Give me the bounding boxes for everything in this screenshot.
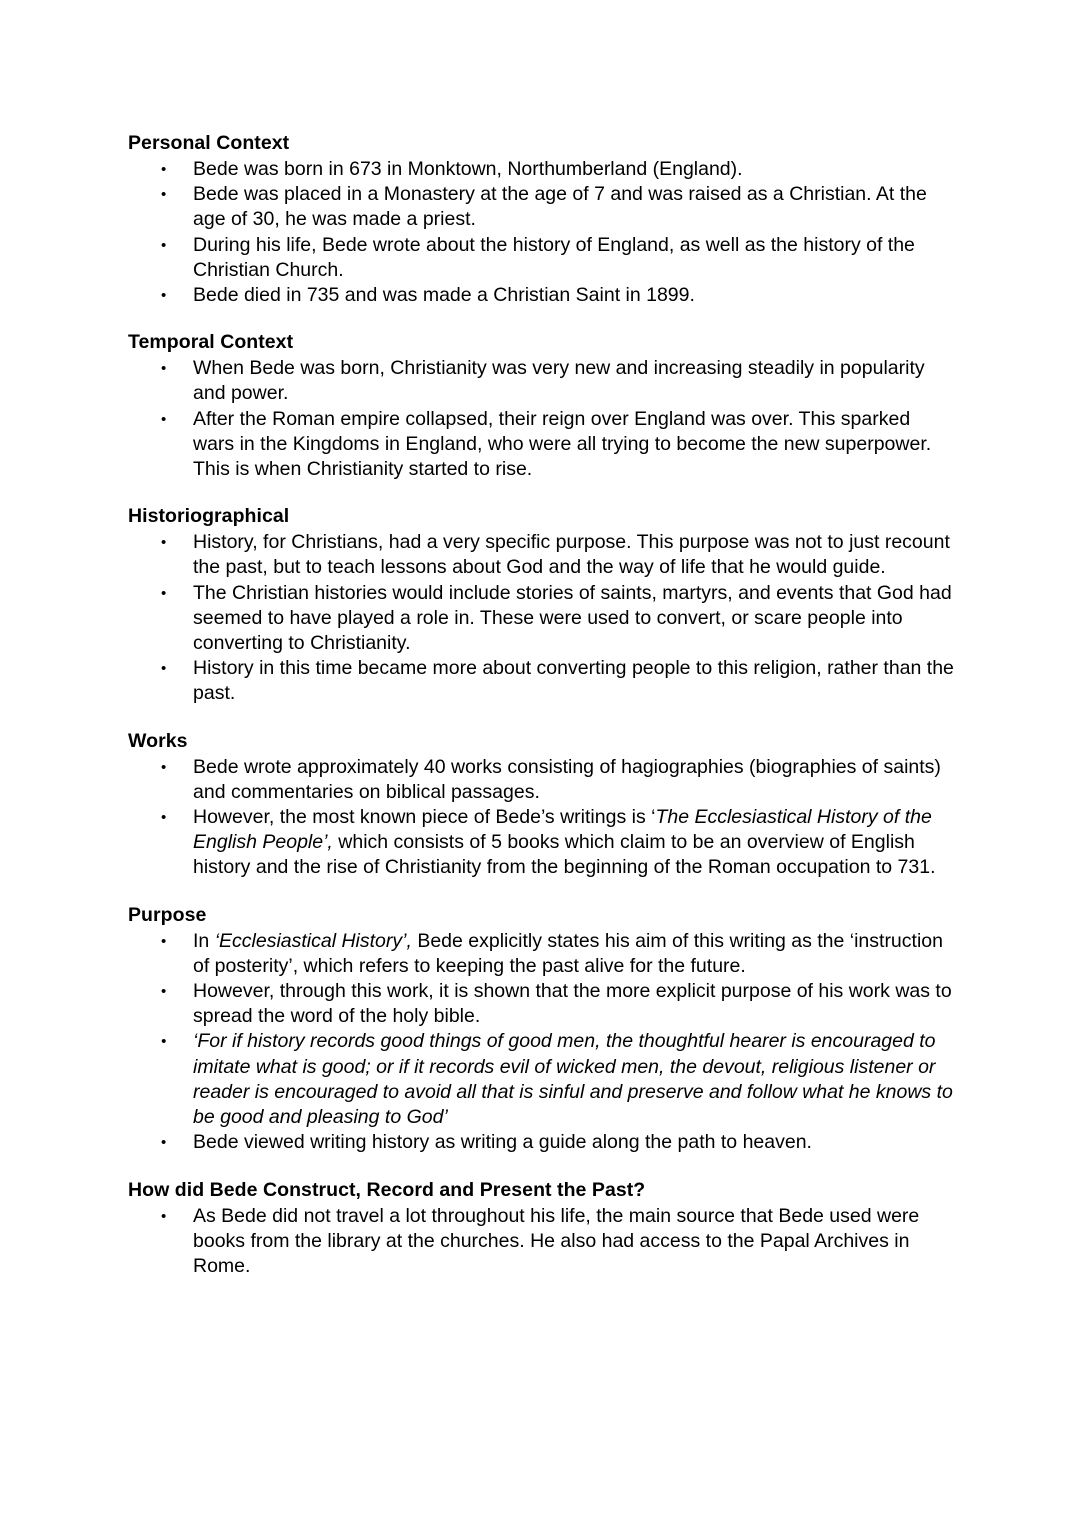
section-heading: Personal Context (128, 132, 290, 154)
bullet-list (128, 755, 956, 881)
list-item (128, 929, 955, 979)
section-heading: How did Bede Construct, Record and Present the Past? (128, 1178, 646, 1201)
list-item: • History in this time became more about converting people to this religion, rather than the past. (128, 656, 955, 706)
bullet-list (128, 929, 956, 1156)
work-title-italic: ‘Ecclesiastical History’, (214, 929, 412, 952)
list-item: • After the Roman empire collapsed, their reign over England was over. This sparked wars in the Kingdoms in England, who were all trying to become the new superpower. This is when Christianity started to rise. (128, 407, 955, 483)
section-heading: Works (128, 729, 188, 752)
list-item: • However, through this work, it is shown that the more explicit purpose of his work was to spread the word of the holy bible. (128, 979, 955, 1029)
section-temporal-context (128, 330, 956, 482)
section-works (128, 729, 956, 881)
section-heading: Temporal Context (128, 331, 294, 354)
list-item: • During his life, Bede wrote about the history of England, as well as the history of the Christian Church. (128, 233, 955, 283)
text-run: Bede explicitly states his aim of this writing as the ‘instruction of posterity’, which refers to keeping the past alive for the future. (193, 929, 943, 977)
document-body (128, 131, 956, 1279)
bullet-list (128, 530, 956, 706)
list-item: • As Bede did not travel a lot throughout his life, the main source that Bede used were books from the library at the churches. He also had access to the Papal Archives in Rome. (128, 1204, 955, 1280)
list-item (128, 805, 955, 881)
section-historiographical (128, 504, 956, 706)
list-item: • When Bede was born, Christianity was very new and increasing steadily in popularity and power. (128, 356, 955, 406)
section-heading: Historiographical (128, 505, 290, 528)
text-run: In (193, 929, 215, 952)
text-run: which consists of 5 books which claim to be an overview of English history and the rise of Christianity from the beginning of the Roman occupation to 731. (193, 831, 936, 879)
section-purpose (128, 903, 956, 1156)
bullet-list (128, 356, 956, 482)
bullet-list (128, 1204, 956, 1280)
list-item: • The Christian histories would include stories of saints, martyrs, and events that God had seemed to have played a role in. These were used to convert, or scare people into converting to Christianity. (128, 581, 955, 657)
section-personal-context (128, 131, 956, 308)
section-how-did-bede-construct (128, 1178, 956, 1280)
bullet-list (128, 157, 956, 308)
list-item: • Bede viewed writing history as writing a guide along the path to heaven. (128, 1130, 955, 1155)
list-item: • Bede was placed in a Monastery at the age of 7 and was raised as a Christian. At the age of 30, he was made a priest. (128, 182, 955, 232)
list-item-quotation: • ‘For if history records good things of good men, the thoughtful hearer is encouraged to imitate what is good; or if it records evil of wicked men, the devout, religious listener or reader is encouraged to avoid all that is sinful and preserve and follow what he knows to be good and pleasing to God’ (128, 1029, 955, 1130)
list-item: • Bede was born in 673 in Monktown, Northumberland (England). (128, 157, 955, 182)
list-item: • Bede died in 735 and was made a Christian Saint in 1899. (128, 283, 955, 308)
list-item: • Bede wrote approximately 40 works consisting of hagiographies (biographies of saints) and commentaries on biblical passages. (128, 755, 955, 805)
text-run: However, the most known piece of Bede’s writings is ‘ (193, 806, 656, 829)
work-title-italic: The Ecclesiastical History of the English People’, (193, 806, 932, 854)
list-item: • History, for Christians, had a very specific purpose. This purpose was not to just recount the past, but to teach lessons about God and the way of life that he would guide. (128, 530, 955, 580)
section-heading: Purpose (128, 903, 207, 926)
